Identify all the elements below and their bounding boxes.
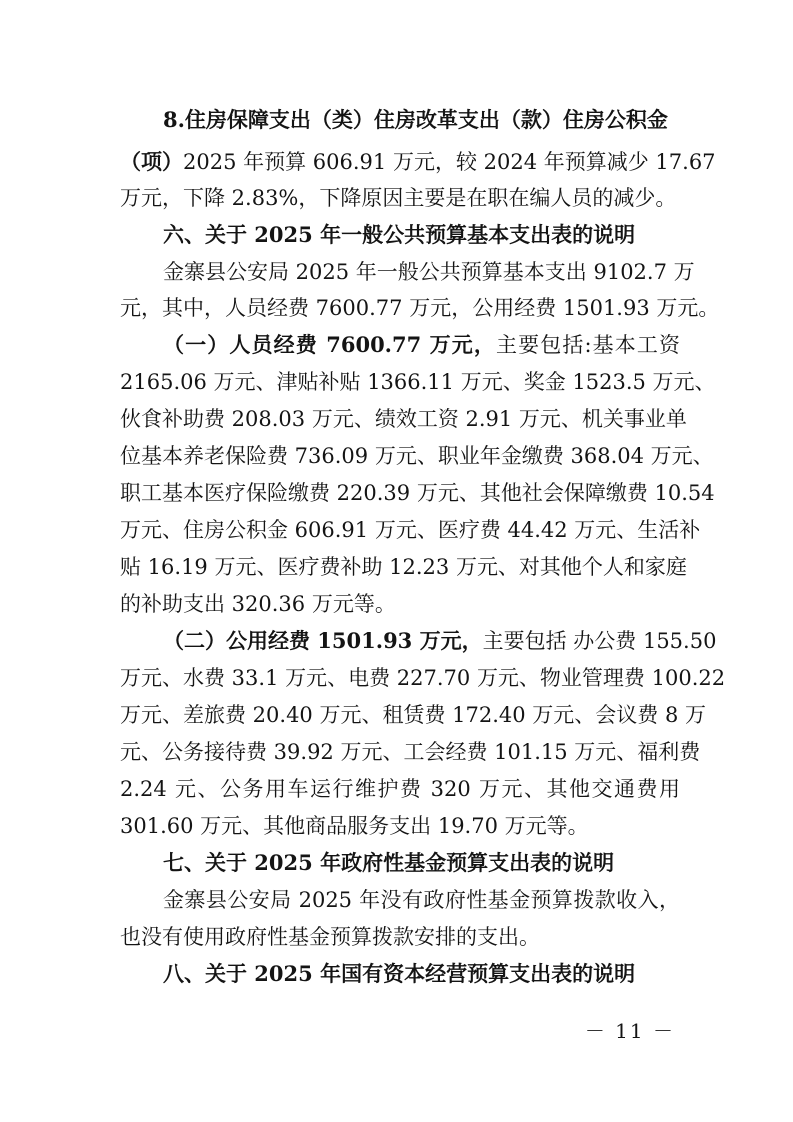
bold-text: （一）人员经费 7600.77 万元， (163, 332, 496, 357)
body-text: 万元、水费 33.1 万元、电费 227.70 万元、物业管理费 100.22 (120, 666, 726, 690)
body-text: 伙食补助费 208.03 万元、绩效工资 2.91 万元、机关事业单 (120, 407, 687, 431)
body-text: 的补助支出 320.36 万元等。 (120, 592, 396, 616)
personnel-expense-line-2 (120, 366, 716, 398)
body-text: 主要包括:基本工资 (496, 333, 680, 357)
body-text: 元、公务接待费 39.92 万元、工会经费 101.15 万元、福利费 (120, 740, 701, 764)
body-text: 万元、差旅费 20.40 万元、租赁费 172.40 万元、会议费 8 万 (120, 703, 707, 727)
body-text: 元，其中，人员经费 7600.77 万元，公用经费 1501.93 万元。 (120, 296, 720, 320)
basic-expenditure-line-1 (163, 256, 695, 288)
gov-fund-line-1 (163, 884, 680, 916)
body-text: 贴 16.19 万元、医疗费补助 12.23 万元、对其他个人和家庭 (120, 555, 687, 579)
body-text: 位基本养老保险费 736.09 万元、职业年金缴费 368.04 万元、 (120, 444, 714, 468)
personnel-expense-line-1 (163, 329, 680, 361)
personnel-expense-line-6 (120, 514, 701, 546)
public-expense-line-2 (120, 662, 726, 694)
bold-text: 8.住房保障支出（类）住房改革支出（款）住房公积金 (163, 107, 668, 132)
section-7-heading (163, 847, 680, 879)
public-expense-line-1 (163, 625, 717, 657)
personnel-expense-line-8 (120, 588, 680, 620)
body-text: 2025 年预算 606.91 万元，较 2024 年预算减少 17.67 (183, 150, 716, 174)
public-expense-line-6 (120, 810, 680, 842)
bold-text: （项） (120, 149, 183, 174)
personnel-expense-line-5 (120, 477, 715, 509)
section-8-heading-line-1 (163, 104, 680, 136)
body-text: 金寨县公安局 2025 年一般公共预算基本支出 9102.7 万 (163, 260, 695, 284)
body-text: 职工基本医疗保险缴费 220.39 万元、其他社会保障缴费 10.54 (120, 481, 715, 505)
personnel-expense-line-3 (120, 403, 687, 435)
public-expense-line-4 (120, 736, 701, 768)
public-expense-line-5 (120, 773, 680, 805)
gov-fund-line-2 (120, 921, 680, 953)
section-8-body-line-3 (120, 182, 680, 214)
personnel-expense-line-7 (120, 551, 687, 583)
bold-text: 八、关于 2025 年国有资本经营预算支出表的说明 (163, 961, 636, 986)
basic-expenditure-line-2 (120, 292, 720, 324)
body-text: 万元，下降 2.83%，下降原因主要是在职在编人员的减少。 (120, 186, 677, 210)
body-text: 也没有使用政府性基金预算拨款安排的支出。 (120, 925, 540, 949)
personnel-expense-line-4 (120, 440, 714, 472)
bold-text: 六、关于 2025 年一般公共预算基本支出表的说明 (163, 222, 636, 247)
body-text: 万元、住房公积金 606.91 万元、医疗费 44.42 万元、生活补 (120, 518, 701, 542)
section-6-heading (163, 219, 680, 251)
section-8-state-capital-heading (163, 958, 680, 990)
body-text: 2.24 元、公务用车运行维护费 320 万元、其他交通费用 (120, 777, 680, 801)
bold-text: （二）公用经费 1501.93 万元， (163, 628, 483, 653)
body-text: 2165.06 万元、津贴补贴 1366.11 万元、奖金 1523.5 万元、 (120, 370, 716, 394)
page-number: － 11 － (584, 1019, 675, 1043)
body-text: 金寨县公安局 2025 年没有政府性基金预算拨款收入， (163, 888, 680, 912)
body-text: 301.60 万元、其他商品服务支出 19.70 万元等。 (120, 814, 589, 838)
bold-text: 七、关于 2025 年政府性基金预算支出表的说明 (163, 850, 615, 875)
public-expense-line-3 (120, 699, 707, 731)
section-8-heading-line-2 (120, 146, 716, 178)
body-text: 主要包括 办公费 155.50 (482, 629, 717, 653)
